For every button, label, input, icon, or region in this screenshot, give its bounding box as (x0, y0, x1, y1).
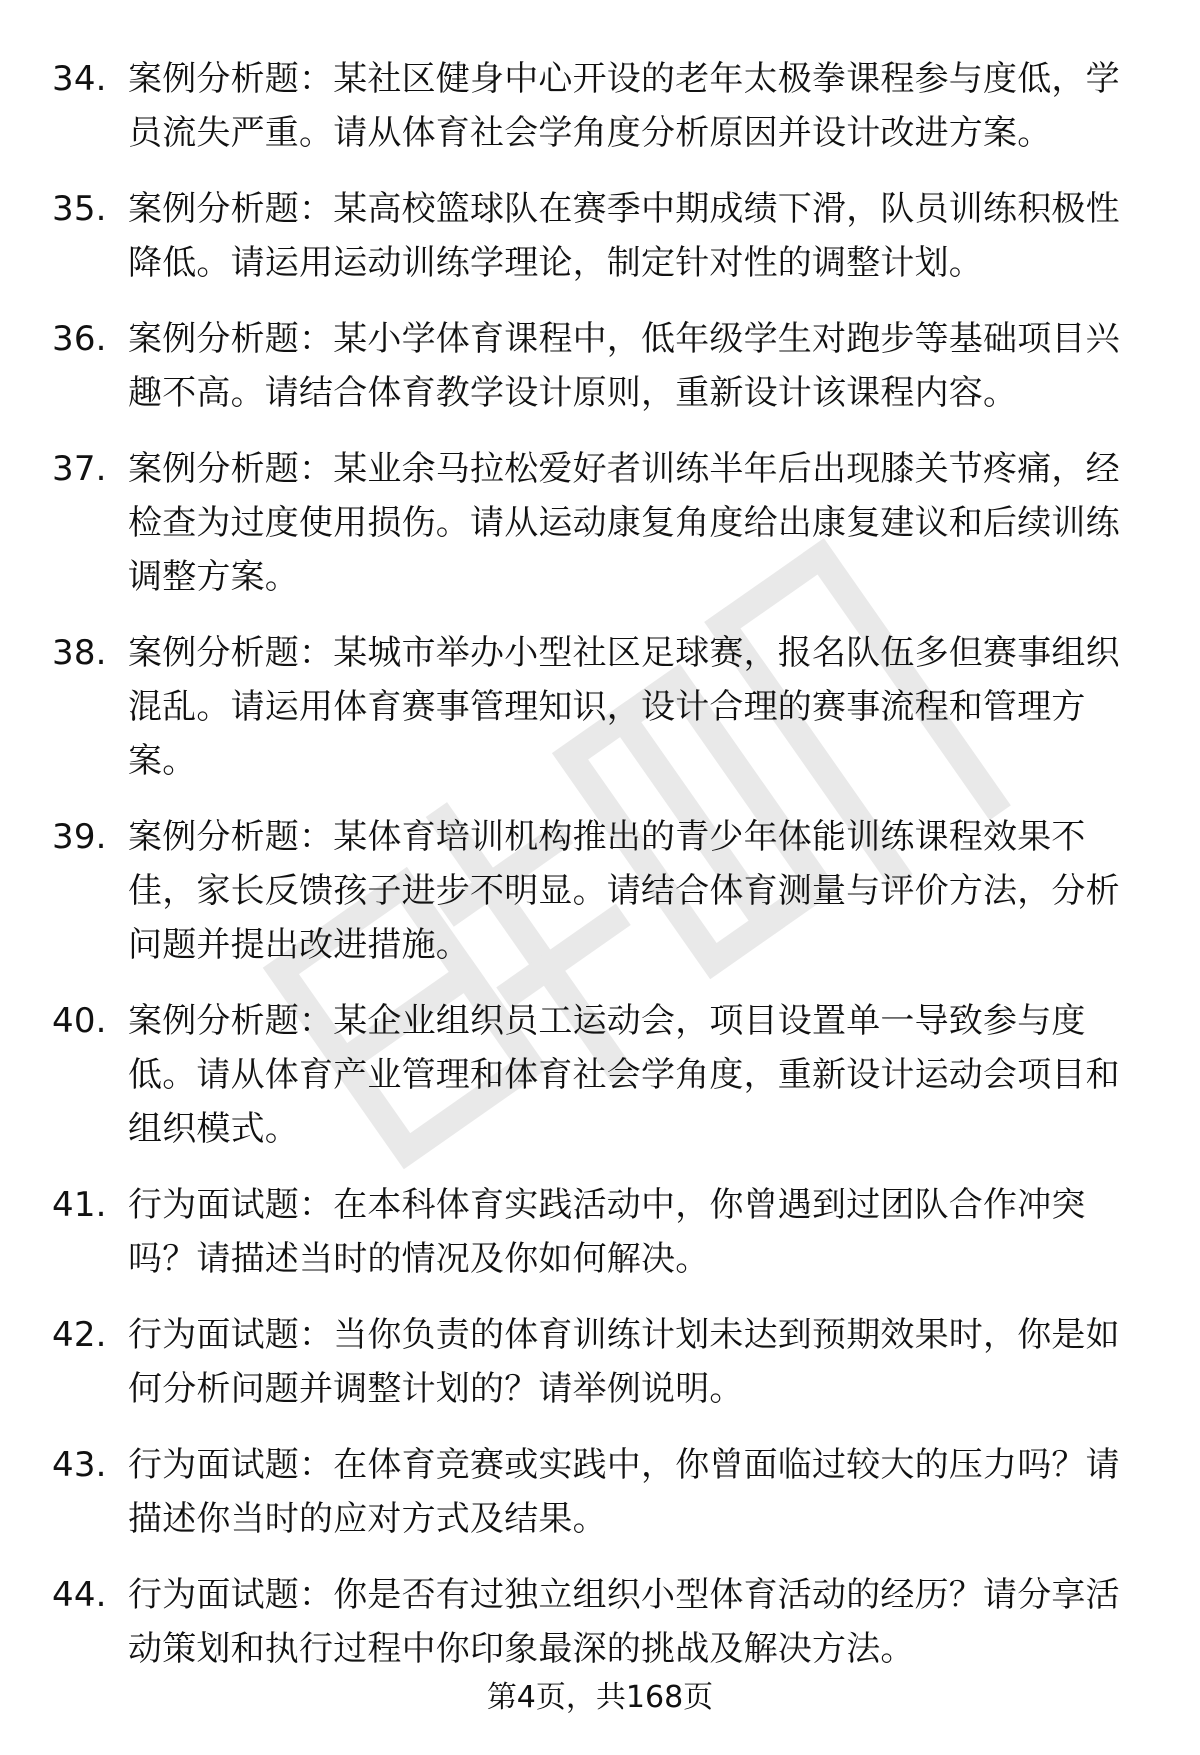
question-number: 44. (52, 1575, 107, 1615)
question-number: 40. (52, 1001, 107, 1041)
question-text: 案例分析题：某小学体育课程中，低年级学生对跑步等基础项目兴趣不高。请结合体育教学设计原则，重新设计该课程内容。 (128, 319, 1120, 413)
question-text: 行为面试题：你是否有过独立组织小型体育活动的经历？请分享活动策划和执行过程中你印象最深的挑战及解决方法。 (128, 1575, 1120, 1669)
question-text: 案例分析题：某企业组织员工运动会，项目设置单一导致参与度低。请从体育产业管理和体育社会学角度，重新设计运动会项目和组织模式。 (128, 1001, 1120, 1149)
question-item (52, 1568, 1152, 1676)
question-number: 36. (52, 319, 107, 359)
question-item (52, 810, 1152, 972)
question-item (52, 1308, 1152, 1416)
question-number: 43. (52, 1445, 107, 1485)
question-item (52, 442, 1152, 604)
question-number: 34. (52, 59, 107, 99)
question-item (52, 312, 1152, 420)
question-text: 案例分析题：某城市举办小型社区足球赛，报名队伍多但赛事组织混乱。请运用体育赛事管理知识，设计合理的赛事流程和管理方案。 (128, 633, 1120, 781)
question-text: 案例分析题：某社区健身中心开设的老年太极拳课程参与度低，学员流失严重。请从体育社会学角度分析原因并设计改进方案。 (128, 59, 1120, 153)
question-number: 42. (52, 1315, 107, 1355)
question-text: 案例分析题：某高校篮球队在赛季中期成绩下滑，队员训练积极性降低。请运用运动训练学理论，制定针对性的调整计划。 (128, 189, 1120, 283)
question-item (52, 52, 1152, 160)
question-item (52, 1438, 1152, 1546)
question-number: 35. (52, 189, 107, 229)
page-footer: 第4页，共168页 (486, 1680, 714, 1715)
question-item (52, 626, 1152, 788)
question-number: 37. (52, 449, 107, 489)
question-text: 行为面试题：在体育竞赛或实践中，你曾面临过较大的压力吗？请描述你当时的应对方式及结果。 (128, 1445, 1120, 1539)
question-text: 行为面试题：当你负责的体育训练计划未达到预期效果时，你是如何分析问题并调整计划的？请举例说明。 (128, 1315, 1120, 1409)
question-item (52, 994, 1152, 1156)
question-list (52, 52, 1152, 1676)
question-text: 案例分析题：某业余马拉松爱好者训练半年后出现膝关节疼痛，经检查为过度使用损伤。请从运动康复角度给出康复建议和后续训练调整方案。 (128, 449, 1120, 597)
question-text: 案例分析题：某体育培训机构推出的青少年体能训练课程效果不佳，家长反馈孩子进步不明显。请结合体育测量与评价方法，分析问题并提出改进措施。 (128, 817, 1120, 965)
question-item (52, 182, 1152, 290)
question-number: 41. (52, 1185, 107, 1225)
question-item (52, 1178, 1152, 1286)
question-number: 38. (52, 633, 107, 673)
question-text: 行为面试题：在本科体育实践活动中，你曾遇到过团队合作冲突吗？请描述当时的情况及你如何解决。 (128, 1185, 1086, 1279)
question-number: 39. (52, 817, 107, 857)
